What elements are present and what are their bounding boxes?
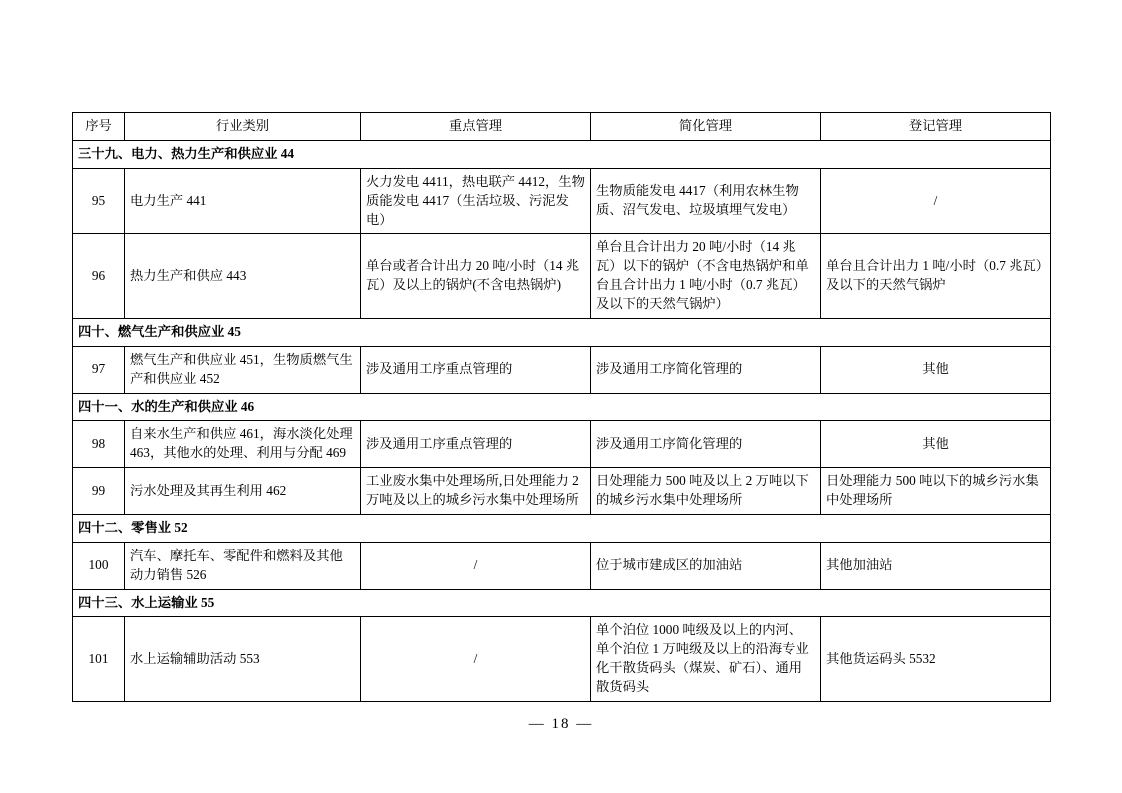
row-number: 100 (73, 542, 125, 589)
table-row (73, 617, 1051, 702)
table-section-row (73, 589, 1051, 617)
row-number: 97 (73, 346, 125, 393)
row-registration-management: 其他加油站 (821, 542, 1051, 589)
table-row (73, 468, 1051, 515)
row-simplified-management: 涉及通用工序简化管理的 (591, 421, 821, 468)
row-registration-management: 其他 (821, 346, 1051, 393)
row-registration-management: 其他货运码头 5532 (821, 617, 1051, 702)
row-category: 燃气生产和供应业 451，生物质燃气生产和供应业 452 (125, 346, 361, 393)
row-key-management: 涉及通用工序重点管理的 (361, 346, 591, 393)
column-header-key-management: 重点管理 (361, 113, 591, 141)
column-header-registration-management: 登记管理 (821, 113, 1051, 141)
row-simplified-management: 单台且合计出力 20 吨/小时（14 兆瓦）以下的锅炉（不含电热锅炉和单台且合计出力 1 吨/小时（0.7 兆瓦）及以下的天然气锅炉） (591, 234, 821, 319)
row-simplified-management: 日处理能力 500 吨及以上 2 万吨以下的城乡污水集中处理场所 (591, 468, 821, 515)
row-registration-management: 日处理能力 500 吨以下的城乡污水集中处理场所 (821, 468, 1051, 515)
section-title: 四十三、水上运输业 55 (73, 589, 1051, 617)
table-section-row (73, 393, 1051, 421)
table-row (73, 542, 1051, 589)
table-row (73, 234, 1051, 319)
row-simplified-management: 位于城市建成区的加油站 (591, 542, 821, 589)
table-section-row (73, 318, 1051, 346)
table-header-row (73, 113, 1051, 141)
section-title: 四十一、水的生产和供应业 46 (73, 393, 1051, 421)
table-section-row (73, 514, 1051, 542)
row-number: 95 (73, 168, 125, 234)
row-registration-management: / (821, 168, 1051, 234)
row-number: 96 (73, 234, 125, 319)
industry-classification-table (72, 112, 1051, 702)
row-key-management: / (361, 542, 591, 589)
row-number: 99 (73, 468, 125, 515)
row-category: 热力生产和供应 443 (125, 234, 361, 319)
row-simplified-management: 涉及通用工序简化管理的 (591, 346, 821, 393)
table-row (73, 168, 1051, 234)
table-header (73, 113, 1051, 141)
column-header-number: 序号 (73, 113, 125, 141)
row-key-management: 涉及通用工序重点管理的 (361, 421, 591, 468)
column-header-simplified-management: 简化管理 (591, 113, 821, 141)
row-key-management: 单台或者合计出力 20 吨/小时（14 兆瓦）及以上的锅炉(不含电热锅炉) (361, 234, 591, 319)
row-number: 101 (73, 617, 125, 702)
row-key-management: 火力发电 4411，热电联产 4412，生物质能发电 4417（生活垃圾、污泥发电） (361, 168, 591, 234)
row-category: 自来水生产和供应 461，海水淡化处理 463，其他水的处理、利用与分配 469 (125, 421, 361, 468)
table-row (73, 346, 1051, 393)
table-body (73, 140, 1051, 701)
row-registration-management: 单台且合计出力 1 吨/小时（0.7 兆瓦）及以下的天然气锅炉 (821, 234, 1051, 319)
table-section-row (73, 140, 1051, 168)
row-category: 污水处理及其再生利用 462 (125, 468, 361, 515)
row-key-management: / (361, 617, 591, 702)
row-category: 汽车、摩托车、零配件和燃料及其他动力销售 526 (125, 542, 361, 589)
section-title: 四十二、零售业 52 (73, 514, 1051, 542)
row-registration-management: 其他 (821, 421, 1051, 468)
section-title: 四十、燃气生产和供应业 45 (73, 318, 1051, 346)
table-row (73, 421, 1051, 468)
row-simplified-management: 生物质能发电 4417（利用农林生物质、沼气发电、垃圾填埋气发电） (591, 168, 821, 234)
row-key-management: 工业废水集中处理场所,日处理能力 2 万吨及以上的城乡污水集中处理场所 (361, 468, 591, 515)
column-header-category: 行业类别 (125, 113, 361, 141)
row-category: 电力生产 441 (125, 168, 361, 234)
row-simplified-management: 单个泊位 1000 吨级及以上的内河、单个泊位 1 万吨级及以上的沿海专业化干散货码头（煤炭、矿石）、通用散货码头 (591, 617, 821, 702)
row-number: 98 (73, 421, 125, 468)
row-category: 水上运输辅助活动 553 (125, 617, 361, 702)
section-title: 三十九、电力、热力生产和供应业 44 (73, 140, 1051, 168)
page-number: — 18 — (528, 715, 594, 732)
